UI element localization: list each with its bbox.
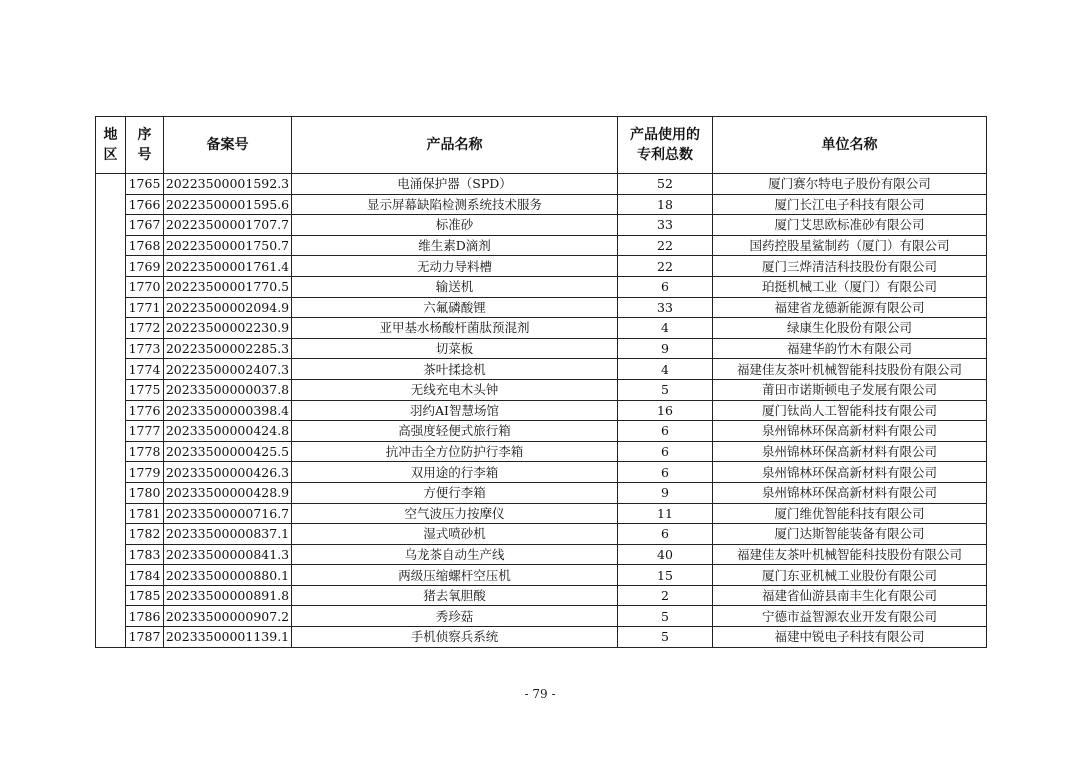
company-cell: 厦门赛尔特电子股份有限公司 xyxy=(713,174,987,195)
product-cell: 乌龙茶自动生产线 xyxy=(292,544,618,565)
record-cell: 20223500002407.3 xyxy=(164,359,292,380)
product-cell: 羽约AI智慧场馆 xyxy=(292,400,618,421)
seq-cell: 1770 xyxy=(126,276,164,297)
table-row xyxy=(96,235,987,256)
seq-cell: 1773 xyxy=(126,338,164,359)
record-cell: 20233500000424.8 xyxy=(164,421,292,442)
product-cell: 手机侦察兵系统 xyxy=(292,627,618,648)
page-number: - 79 - xyxy=(524,687,556,701)
company-cell: 福建华韵竹木有限公司 xyxy=(713,338,987,359)
patents-cell: 2 xyxy=(618,585,713,606)
product-cell: 输送机 xyxy=(292,276,618,297)
patents-cell: 40 xyxy=(618,544,713,565)
product-cell: 猪去氧胆酸 xyxy=(292,585,618,606)
patents-cell: 22 xyxy=(618,256,713,277)
record-cell: 20223500001761.4 xyxy=(164,256,292,277)
record-cell: 20233500000716.7 xyxy=(164,503,292,524)
seq-cell: 1781 xyxy=(126,503,164,524)
record-cell: 20233500000837.1 xyxy=(164,524,292,545)
record-cell: 20223500001707.7 xyxy=(164,215,292,236)
seq-cell: 1777 xyxy=(126,421,164,442)
patents-cell: 16 xyxy=(618,400,713,421)
region-cell xyxy=(96,174,126,648)
patent-product-table xyxy=(95,116,987,648)
product-cell: 茶叶揉捻机 xyxy=(292,359,618,380)
product-cell: 湿式喷砂机 xyxy=(292,524,618,545)
product-cell: 电涌保护器（SPD） xyxy=(292,174,618,195)
company-cell: 莆田市诺斯顿电子发展有限公司 xyxy=(713,379,987,400)
seq-cell: 1768 xyxy=(126,235,164,256)
record-cell: 20233500001139.1 xyxy=(164,627,292,648)
record-cell: 20233500000398.4 xyxy=(164,400,292,421)
seq-cell: 1774 xyxy=(126,359,164,380)
seq-cell: 1782 xyxy=(126,524,164,545)
patents-cell: 4 xyxy=(618,318,713,339)
product-cell: 高强度轻便式旅行箱 xyxy=(292,421,618,442)
company-cell: 福建中锐电子科技有限公司 xyxy=(713,627,987,648)
patents-cell: 15 xyxy=(618,565,713,586)
table-row xyxy=(96,627,987,648)
patents-cell: 6 xyxy=(618,524,713,545)
seq-cell: 1769 xyxy=(126,256,164,277)
table-header xyxy=(96,117,987,174)
record-cell: 20233500000428.9 xyxy=(164,482,292,503)
patents-cell: 4 xyxy=(618,359,713,380)
table-body xyxy=(96,174,987,648)
seq-cell: 1771 xyxy=(126,297,164,318)
header-patents-line2: 专利总数 xyxy=(637,147,693,163)
product-cell: 抗冲击全方位防护行李箱 xyxy=(292,441,618,462)
company-cell: 厦门达斯智能装备有限公司 xyxy=(713,524,987,545)
table-row xyxy=(96,482,987,503)
patents-cell: 18 xyxy=(618,194,713,215)
table-row xyxy=(96,276,987,297)
table-row xyxy=(96,359,987,380)
product-cell: 双用途的行李箱 xyxy=(292,462,618,483)
patents-cell: 6 xyxy=(618,462,713,483)
patents-cell: 9 xyxy=(618,482,713,503)
product-cell: 空气波压力按摩仪 xyxy=(292,503,618,524)
seq-cell: 1784 xyxy=(126,565,164,586)
table-row xyxy=(96,544,987,565)
patents-cell: 6 xyxy=(618,276,713,297)
header-record: 备案号 xyxy=(164,117,292,174)
company-cell: 泉州锦林环保高新材料有限公司 xyxy=(713,462,987,483)
seq-cell: 1786 xyxy=(126,606,164,627)
company-cell: 厦门三烨清洁科技股份有限公司 xyxy=(713,256,987,277)
seq-cell: 1778 xyxy=(126,441,164,462)
seq-cell: 1766 xyxy=(126,194,164,215)
table-row xyxy=(96,338,987,359)
table-row xyxy=(96,503,987,524)
patents-cell: 5 xyxy=(618,627,713,648)
company-cell: 福建省仙游县南丰生化有限公司 xyxy=(713,585,987,606)
record-cell: 20223500001770.5 xyxy=(164,276,292,297)
patents-cell: 5 xyxy=(618,379,713,400)
seq-cell: 1765 xyxy=(126,174,164,195)
table-row xyxy=(96,606,987,627)
table-row xyxy=(96,585,987,606)
company-cell: 福建佳友茶叶机械智能科技股份有限公司 xyxy=(713,544,987,565)
header-seq-line1: 序 xyxy=(137,127,152,143)
record-cell: 20233500000426.3 xyxy=(164,462,292,483)
company-cell: 绿康生化股份有限公司 xyxy=(713,318,987,339)
header-product: 产品名称 xyxy=(292,117,618,174)
record-cell: 20223500002230.9 xyxy=(164,318,292,339)
product-cell: 无线充电木头钟 xyxy=(292,379,618,400)
record-cell: 20223500001750.7 xyxy=(164,235,292,256)
product-cell: 标准砂 xyxy=(292,215,618,236)
header-row xyxy=(96,117,987,174)
record-cell: 20223500002285.3 xyxy=(164,338,292,359)
product-cell: 秀珍菇 xyxy=(292,606,618,627)
table-row xyxy=(96,297,987,318)
company-cell: 厦门维优智能科技有限公司 xyxy=(713,503,987,524)
company-cell: 泉州锦林环保高新材料有限公司 xyxy=(713,482,987,503)
company-cell: 福建佳友茶叶机械智能科技股份有限公司 xyxy=(713,359,987,380)
table-row xyxy=(96,318,987,339)
company-cell: 珀挺机械工业（厦门）有限公司 xyxy=(713,276,987,297)
company-cell: 泉州锦林环保高新材料有限公司 xyxy=(713,421,987,442)
product-cell: 亚甲基水杨酸杆菌肽预混剂 xyxy=(292,318,618,339)
product-cell: 显示屏幕缺陷检测系统技术服务 xyxy=(292,194,618,215)
product-cell: 六氟磷酸锂 xyxy=(292,297,618,318)
seq-cell: 1775 xyxy=(126,379,164,400)
company-cell: 福建省龙德新能源有限公司 xyxy=(713,297,987,318)
patents-cell: 6 xyxy=(618,441,713,462)
table-row xyxy=(96,441,987,462)
header-region-line2: 区 xyxy=(103,147,118,163)
record-cell: 20233500000841.3 xyxy=(164,544,292,565)
company-cell: 国药控股星鲨制药（厦门）有限公司 xyxy=(713,235,987,256)
header-region-line1: 地 xyxy=(103,127,118,143)
header-patents-line1: 产品使用的 xyxy=(630,127,700,143)
table-row xyxy=(96,194,987,215)
record-cell: 20233500000037.8 xyxy=(164,379,292,400)
table-row xyxy=(96,379,987,400)
header-region xyxy=(96,117,126,174)
table-row xyxy=(96,421,987,442)
patents-cell: 9 xyxy=(618,338,713,359)
table-row xyxy=(96,462,987,483)
company-cell: 厦门艾思欧标准砂有限公司 xyxy=(713,215,987,236)
seq-cell: 1767 xyxy=(126,215,164,236)
company-cell: 泉州锦林环保高新材料有限公司 xyxy=(713,441,987,462)
company-cell: 宁德市益智源农业开发有限公司 xyxy=(713,606,987,627)
seq-cell: 1776 xyxy=(126,400,164,421)
patents-cell: 6 xyxy=(618,421,713,442)
header-seq xyxy=(126,117,164,174)
product-cell: 维生素D滴剂 xyxy=(292,235,618,256)
patents-cell: 11 xyxy=(618,503,713,524)
record-cell: 20223500001595.6 xyxy=(164,194,292,215)
record-cell: 20233500000907.2 xyxy=(164,606,292,627)
seq-cell: 1780 xyxy=(126,482,164,503)
record-cell: 20223500001592.3 xyxy=(164,174,292,195)
patents-cell: 33 xyxy=(618,215,713,236)
record-cell: 20233500000880.1 xyxy=(164,565,292,586)
product-cell: 两级压缩螺杆空压机 xyxy=(292,565,618,586)
patents-cell: 33 xyxy=(618,297,713,318)
seq-cell: 1785 xyxy=(126,585,164,606)
table-row xyxy=(96,524,987,545)
header-patents xyxy=(618,117,713,174)
seq-cell: 1783 xyxy=(126,544,164,565)
table-row xyxy=(96,256,987,277)
company-cell: 厦门钛尚人工智能科技有限公司 xyxy=(713,400,987,421)
seq-cell: 1779 xyxy=(126,462,164,483)
seq-cell: 1772 xyxy=(126,318,164,339)
record-cell: 20233500000425.5 xyxy=(164,441,292,462)
table-row xyxy=(96,215,987,236)
product-cell: 方便行李箱 xyxy=(292,482,618,503)
record-cell: 20233500000891.8 xyxy=(164,585,292,606)
table-row xyxy=(96,565,987,586)
company-cell: 厦门东亚机械工业股份有限公司 xyxy=(713,565,987,586)
patents-cell: 52 xyxy=(618,174,713,195)
product-cell: 无动力导料槽 xyxy=(292,256,618,277)
patents-cell: 5 xyxy=(618,606,713,627)
company-cell: 厦门长江电子科技有限公司 xyxy=(713,194,987,215)
product-cell: 切菜板 xyxy=(292,338,618,359)
header-seq-line2: 号 xyxy=(137,147,152,163)
seq-cell: 1787 xyxy=(126,627,164,648)
record-cell: 20223500002094.9 xyxy=(164,297,292,318)
table-row xyxy=(96,174,987,195)
table-row xyxy=(96,400,987,421)
patents-cell: 22 xyxy=(618,235,713,256)
header-company: 单位名称 xyxy=(713,117,987,174)
